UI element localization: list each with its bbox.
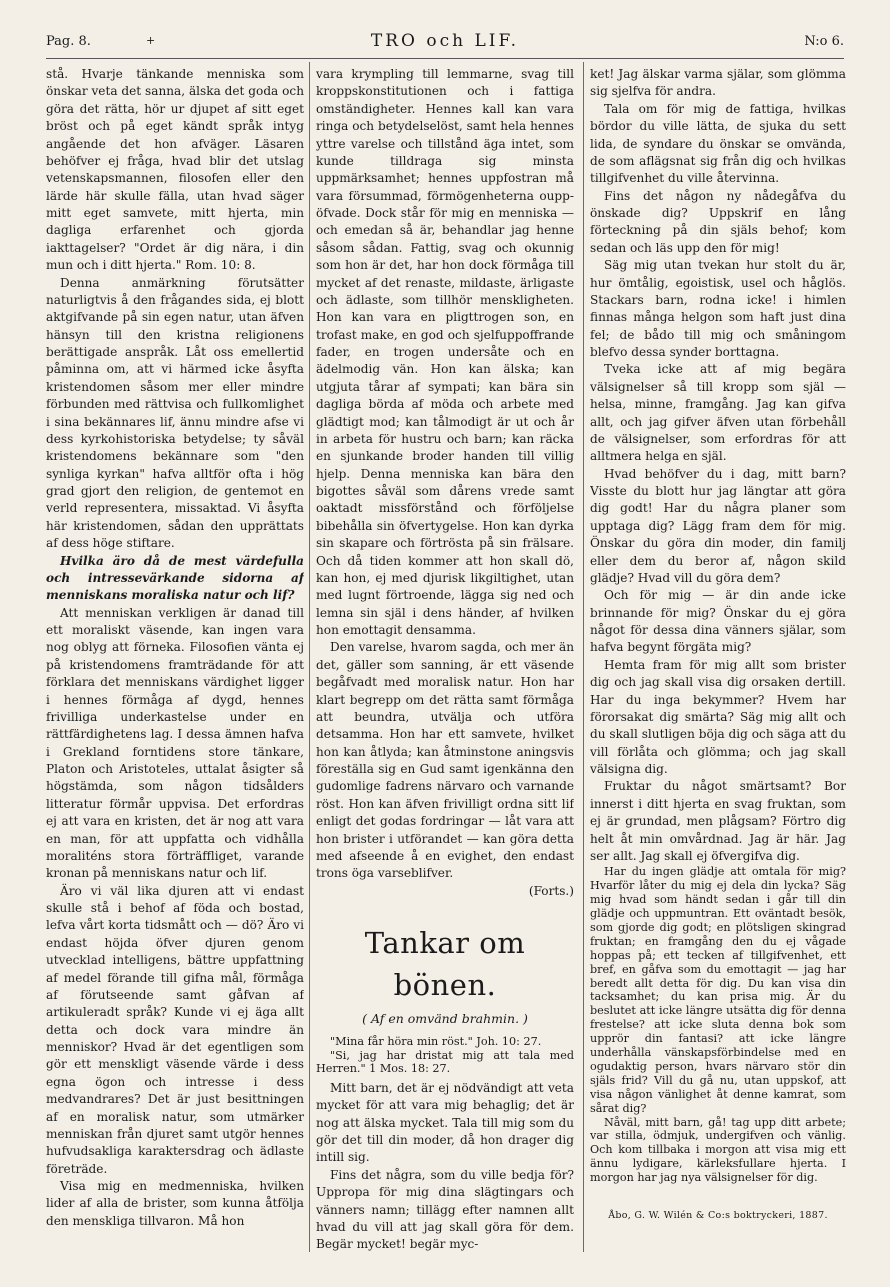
paragraph: Tveka icke att af mig begära välsignelser så till kropp som själ — helsa, minne, framgång. Jag kan gifva allt, och jag gifver äfven utan förbehåll de välsignelser, som erfordras för att alltmera helga en själ. (590, 362, 846, 464)
column-divider-1 (309, 62, 310, 1252)
paragraph: stå. Hvarje tänkande menniska som önskar veta det sanna, älska det goda och göra det rätta, hör ur djupet af sitt eget bröst och på eget kändt språk intyg angående det hon afväger. Läsaren behöfver ej fråga, hvad blir det utslag vetenskapsmannen, filosofen eller den lärde här skulle fälla, utan hvad säger mitt eget samvete, mitt hjerta, min dagliga erfarenhet och gjorda iakttagelser? "Ordet är dig nära, i din mun och i ditt hjerta." Rom. 10: 8. (46, 67, 304, 273)
paragraph: Hvad behöfver du i dag, mitt barn? Visste du blott hur jag längtar att göra dig godt! Har du några planer som upptaga dig? Lägg fram dem för mig. Önskar du göra din moder, din familj eller dem du beror af, någon skild glädje? Hvad vill du göra dem? (590, 466, 846, 585)
header-rule (46, 58, 844, 59)
paragraph: Tala om för mig de fattiga, hvilkas bördor du ville lätta, de sjuka du sett lida, de syndare du önskar se omvända, de som aflägsnat sig från dig och hvilkas tillgifvenhet du ville återvinna. (590, 101, 846, 186)
paragraph: vara krympling till lemmarne, svag till kroppskonstitutionen och i fattiga omständigheter. Hennes kall kan vara ringa och betydelselöst, samt hela hennes yttre varelse och tillstånd äga intet, som kunde tilldraga sig minsta uppmärksamhet; hennes uppfostran må vara försummad, förmögenheterna oupp-öfvade. Dock står för mig en menniska — och emedan så är, behandlar jag henne såsom sådan. Fattig, svag och okunnig som hon är det, har hon dock förmåga till mycket af det renaste, mildaste, ärligaste och ädlaste, som tillhör menskligheten. Hon kan vara en pligttrogen son, en trofast make, en god och sjelfuppoffrande fader, en trogen undersåte och en ädelmodig vän. Hon kan älska; kan utgjuta tårar af sympati; kan bära sin dagliga börda af möda och arbete med glädtigt mod; kan tålmodigt är ut och år in arbeta för hustru och barn; kan räcka en sjunkande broder handen till villig hjelp. Denna menniska kan bära den bigottes såväl som dårens vrede samt oaktadt missförstånd och förföljelse bibehålla sin öfvertygelse. Hon kan dyrka sin skapare och förtrösta på sin frälsare. Och då tiden kommer att hon skall dö, kan hon, ej med djurisk likgiltighet, utan med lugnt förtroende, lägga sig ned och lemna sin själ i dens händer, af hvilken hon emottagit densamma. (316, 67, 574, 637)
epigraph: "Si, jag har dristat mig att tala med Herren." 1 Mos. 18: 27. (316, 1048, 574, 1076)
paragraph: Har du ingen glädje att omtala för mig? Hvarför låter du mig ej dela din lycka? Säg mig hvad som händt sedan i går till din glädje och uppmuntran. Ett oväntadt besök, som gjorde dig godt; en plötsligen skingrad fruktan; en framgång den du ej vågade hoppas på; ett tecken af tillgifvenhet, ett bref, en gåfva som du emottagit — jag har beredt allt detta för dig. Du kan visa din tacksamhet; du kan prisa mig. Är du beslutet att icke längre utsätta dig för denna frestelse? att icke sluta denna bok som upprör din fantasi? att icke längre underhålla vänskapsförbindelse med en ogudaktig person, hvars närvaro stör din själs frid? Vill du gå nu, utan uppskof, att visa någon vänlighet åt denne kamrat, som sårat dig? (590, 865, 846, 1115)
running-head (46, 30, 844, 54)
masthead-title: TRO och LIF. (370, 31, 520, 51)
paragraph: Visa mig en medmenniska, hvilken lider af alla de brister, som kunna åtfölja den menskliga tillvaron. Må hon (46, 1179, 304, 1228)
printer-imprint: Åbo, G. W. Wilén & Co:s boktryckeri, 1887. (608, 1210, 828, 1222)
page-number: Pag. 8. (46, 34, 91, 49)
paragraph: Fruktar du något smärtsamt? Bor innerst i ditt hjerta en svag fruktan, som ej är grundad, men plågsam? Förtro dig helt åt min omvårdnad. Jag är här. Jag ser allt. Jag skall ej öfvergifva dig. (590, 779, 846, 863)
column-2 (316, 66, 574, 1251)
column-divider-2 (583, 62, 584, 1252)
paragraph: Att menniskan verkligen är danad till ett moraliskt väsende, kan ingen vara nog oblyg att förneka. Filosofien vänta ej på kristendomens framträdande för att förklara det menniskans värdighet ligger i hennes förmåga af dygd, hennes frivilliga underkastelse under en rättfärdighetens lag. I dessa ämnen hafva i Grekland forntidens store tänkare, Platon och Aristoteles, uttalat åsigter så högstämda, som någon tidsålders litteratur förmår uppvisa. Det erfordras ej att vara en kristen, det är nog att vara en man, för att uppfatta och vidhålla moraliténs stora förträffliget, varande kronan på menniskans natur och lif. (46, 605, 304, 881)
paragraph: Hemta fram för mig allt som brister dig och jag skall visa dig orsaken dertill. Har du inga bekymmer? Hvem har förorsakat dig smärta? Säg mig allt och du skall slutligen böja dig och säga att du vill förlåta och glömma; och jag skall välsigna dig. (590, 657, 846, 776)
column-1 (46, 66, 304, 1251)
paragraph: Nåväl, mitt barn, gå! tag upp ditt arbete; var stilla, ödmjuk, undergifven och vänlig. Och kom tillbaka i morgon att visa mig ett ännu lydigare, kärleksfullare hjerta. I morgon har jag nya välsignelser för dig. (590, 1115, 846, 1185)
epigraph: "Mina får höra min röst." Joh. 10: 27. (330, 1035, 542, 1049)
paragraph: Fins det någon ny nådegåfva du önskade dig? Uppskrif en lång förteckning på din själs behof; kom sedan och läs upp den för mig! (590, 188, 846, 255)
paragraph: Fins det några, som du ville bedja för? Uppropa för mig dina slägtingars och vänners namn; tillägg efter namnen allt hvad du vill att jag skall göra för dem. Begär mycket! begär myc- (316, 1167, 574, 1251)
paragraph: Den varelse, hvarom sagda, och mer än det, gäller som sanning, är ett väsende begåfvadt med moralisk natur. Hon har klart begrepp om det rätta samt förmåga att beundra, utvälja och utföra detsamma. Hon har ett samvete, hvilket hon kan åtlyda; kan åtminstone aningsvis föreställa sig en Gud samt igenkänna den gudomlige fadrens närvaro och varnande röst. Hon kan äfven frivilligt ordna sitt lif enligt det godas fordringar — låt vara att hon brister i utförandet — kan göra detta med afseende å en evighet, den endast trons öga varseblifver. (316, 640, 574, 881)
issue-number: N:o 6. (804, 34, 844, 49)
page-mark: + (146, 34, 156, 47)
paragraph: Denna anmärkning förutsätter naturligtvis å den frågandes sida, ej blott aktgifvande på sin egen natur, utan äfven hänsyn till den kristna religionens berättigade anspråk. Låt oss emellertid påminna om, att vi härmed icke åsyfta kristendomen såsom mer eller mindre förbunden med rättvisa och fullkomlighet i sina bekännares lif, ännu mindre afse vi dess kyrkohistoriska betydelse; ty såväl kristendomens bekännare som "den synliga kyrkan" hafva alltför ofta i hög grad gjort den religion, de gentemot en verld representera, missaktad. Vi åsyfta här kristendomen, sådan den upprättats af dess höge stiftare. (46, 275, 304, 551)
section-question: Hvilka äro då de mest värdefulla och intressevärkande sidorna af menniskans moraliska natur och lif? (46, 553, 304, 603)
paragraph: Mitt barn, det är ej nödvändigt att veta mycket för att vara mig behaglig; det är nog att älska mycket. Tala till mig som du gör det till din moder, då hon drager dig intill sig. (316, 1080, 574, 1165)
article-subtitle: ( Af en omvänd brahmin. ) (362, 1011, 528, 1026)
paragraph: ket! Jag älskar varma själar, som glömma sig sjelfva för andra. (590, 67, 846, 99)
paragraph: Säg mig utan tvekan hur stolt du är, hur ömtålig, egoistisk, usel och håglös. Stackars barn, rodna icke! i himlen finnas många helgon som haft just dina fel; de bådo till mig och småningom blefvo dessa synder borttagna. (590, 258, 846, 359)
column-3 (590, 66, 846, 1251)
paragraph: Äro vi väl lika djuren att vi endast skulle stå i behof af föda och bostad, lefva vårt korta tidsmått och — dö? Äro vi endast höjda öfver djuren genom utvecklad intelligens, bättre uppfattning af medel förande till gifna mål, förmåga af förutseende samt gåfvan af artikuleradt språk? Kunde vi ej äga allt detta och dock vara mindre än menniskor? Hvad är det egentligen som gör ett menskligt väsende värde i dess egna ögon och intresse i dess medvandrares? Det är just besittningen af en moralisk natur, som utmärker menniskan från djuret samt utgör hennes hufvudsakliga karaktersdrag och ädlaste företräde. (46, 883, 304, 1176)
article-title: Tankar om bönen. (364, 926, 526, 1002)
paragraph: Och för mig — är din ande icke brinnande för mig? Önskar du ej göra något för dessa dina vänners själar, som hafva begynt förgäta mig? (590, 588, 846, 655)
continued-note: (Forts.) (528, 883, 574, 898)
